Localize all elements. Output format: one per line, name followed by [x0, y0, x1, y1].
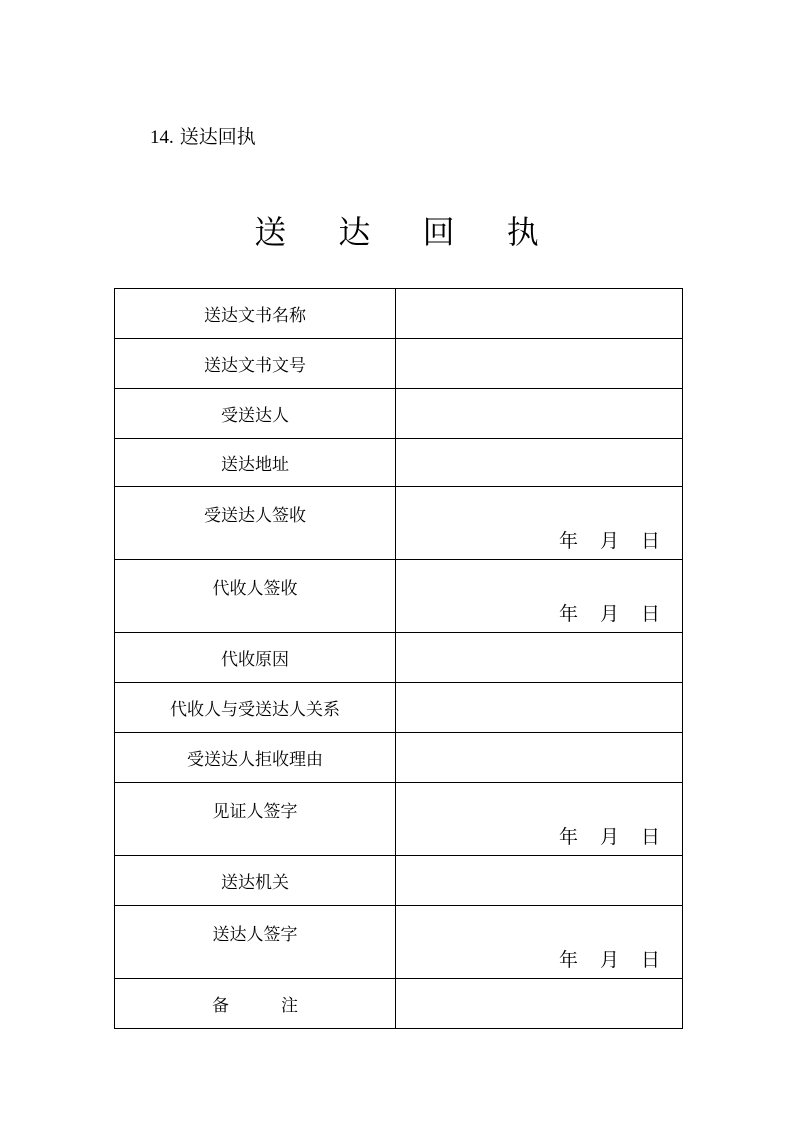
table-row-doc-number [115, 339, 683, 389]
date-month-label: 月 [599, 603, 619, 625]
title-char-3: 回 [422, 213, 455, 251]
table-row-server-sign [115, 906, 683, 979]
field-proxy-reason[interactable] [396, 633, 683, 683]
remarks-char-2: 注 [281, 996, 298, 1016]
label-proxy-sign: 代收人签收 [115, 560, 396, 633]
label-agency: 送达机关 [115, 856, 396, 906]
date-line [559, 599, 660, 626]
label-server-sign: 送达人签字 [115, 906, 396, 979]
field-doc-name[interactable] [396, 289, 683, 339]
field-remarks[interactable] [396, 979, 683, 1029]
label-proxy-relation: 代收人与受送达人关系 [115, 683, 396, 733]
field-address[interactable] [396, 439, 683, 487]
field-server-sign[interactable] [396, 906, 683, 979]
date-month-label: 月 [599, 826, 619, 848]
label-recipient-sign: 受送达人签收 [115, 487, 396, 560]
label-remarks [115, 979, 396, 1029]
table-row-proxy-reason [115, 633, 683, 683]
table-row-agency [115, 856, 683, 906]
label-doc-number: 送达文书文号 [115, 339, 396, 389]
date-day-label: 日 [640, 826, 660, 848]
date-line [559, 945, 660, 972]
date-year-label: 年 [558, 530, 578, 552]
title-char-4: 执 [506, 213, 539, 251]
date-line [559, 526, 660, 553]
remarks-char-1: 备 [212, 996, 229, 1016]
table-row-remarks [115, 979, 683, 1029]
table-row-proxy-sign [115, 560, 683, 633]
label-witness-sign: 见证人签字 [115, 783, 396, 856]
table-row-witness-sign [115, 783, 683, 856]
section-title: 送达回执 [179, 126, 256, 148]
document-title [0, 212, 793, 252]
title-char-2: 达 [338, 213, 371, 251]
field-proxy-relation[interactable] [396, 683, 683, 733]
table-row-recipient-sign [115, 487, 683, 560]
field-agency[interactable] [396, 856, 683, 906]
section-heading [150, 124, 256, 151]
date-line [559, 822, 660, 849]
date-day-label: 日 [640, 530, 660, 552]
date-year-label: 年 [558, 603, 578, 625]
label-doc-name: 送达文书名称 [115, 289, 396, 339]
date-day-label: 日 [640, 949, 660, 971]
section-number: 14. [150, 127, 174, 148]
table-row-doc-name [115, 289, 683, 339]
date-year-label: 年 [558, 949, 578, 971]
date-month-label: 月 [599, 530, 619, 552]
label-refusal-reason: 受送达人拒收理由 [115, 733, 396, 783]
date-month-label: 月 [599, 949, 619, 971]
field-refusal-reason[interactable] [396, 733, 683, 783]
date-day-label: 日 [640, 603, 660, 625]
field-recipient-sign[interactable] [396, 487, 683, 560]
label-recipient: 受送达人 [115, 389, 396, 439]
table-row-proxy-relation [115, 683, 683, 733]
label-proxy-reason: 代收原因 [115, 633, 396, 683]
date-year-label: 年 [558, 826, 578, 848]
receipt-form-table [114, 288, 683, 1029]
label-address: 送达地址 [115, 439, 396, 487]
field-witness-sign[interactable] [396, 783, 683, 856]
table-row-recipient [115, 389, 683, 439]
title-char-1: 送 [254, 213, 287, 251]
field-doc-number[interactable] [396, 339, 683, 389]
field-recipient[interactable] [396, 389, 683, 439]
table-row-address [115, 439, 683, 487]
field-proxy-sign[interactable] [396, 560, 683, 633]
table-row-refusal-reason [115, 733, 683, 783]
